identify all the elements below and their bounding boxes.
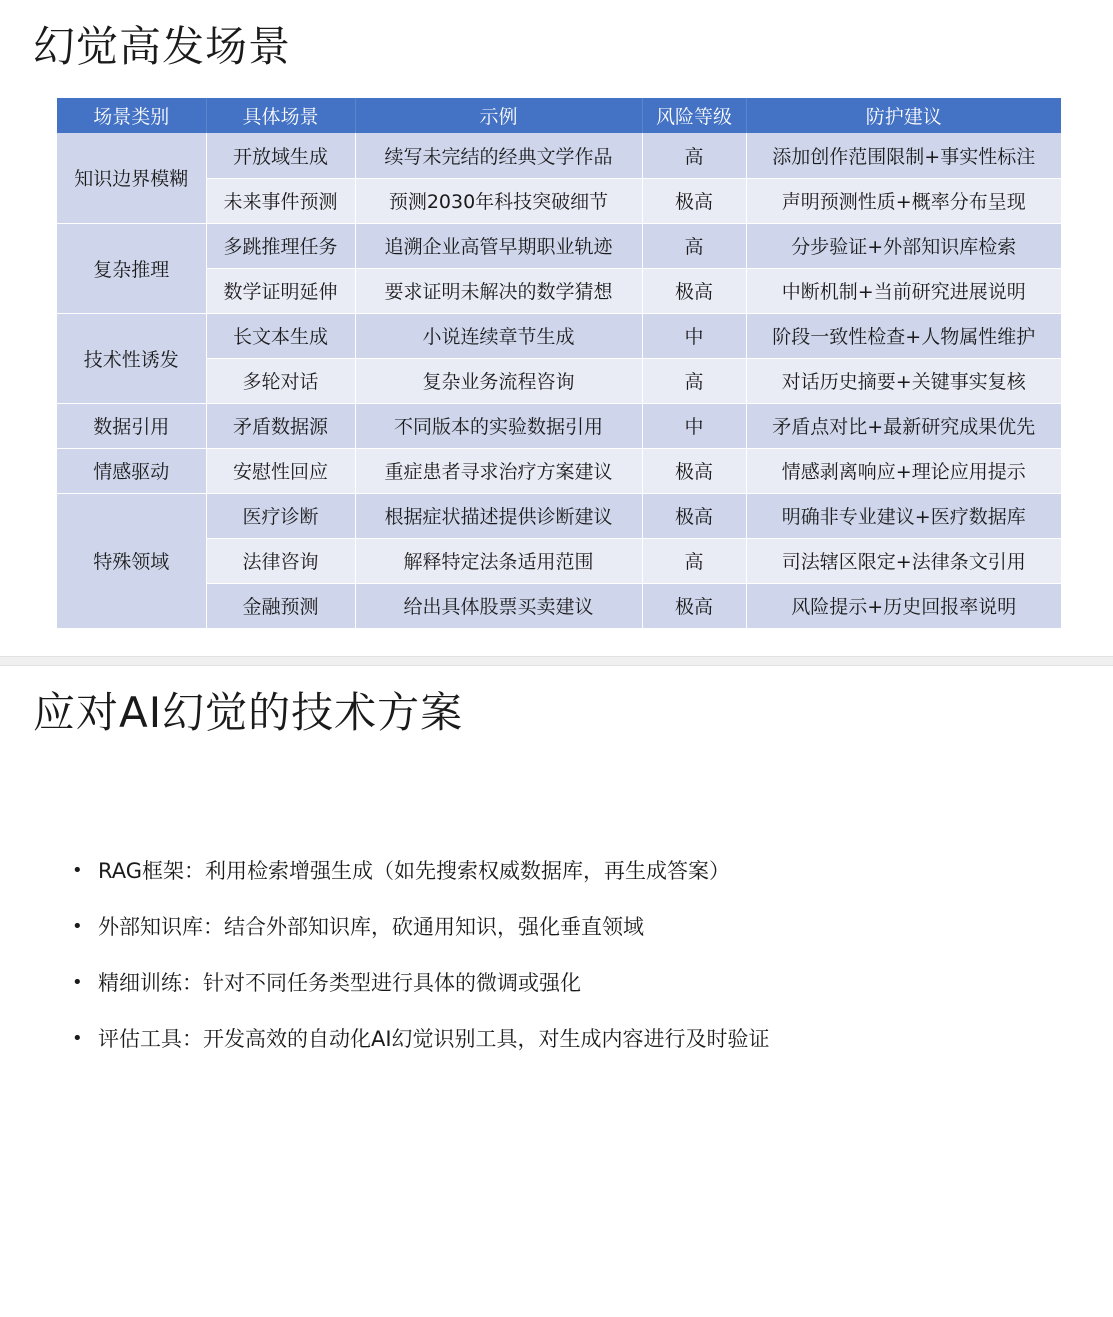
- risk-cell: 中: [642, 403, 746, 448]
- protection-cell: 明确非专业建议+医疗数据库: [746, 493, 1061, 538]
- category-cell: 特殊领域: [57, 493, 206, 628]
- risk-cell: 极高: [642, 178, 746, 223]
- example-cell: 复杂业务流程咨询: [355, 358, 642, 403]
- list-item: [72, 1027, 770, 1083]
- risk-cell: 高: [642, 223, 746, 268]
- slide-technical-solutions: [0, 666, 1113, 1317]
- category-cell: 知识边界模糊: [57, 133, 206, 223]
- scenario-cell: 金融预测: [206, 583, 355, 628]
- header-risk-level: 风险等级: [642, 98, 746, 133]
- table-row: [57, 313, 1061, 358]
- table-row: [57, 448, 1061, 493]
- example-cell: 解释特定法条适用范围: [355, 538, 642, 583]
- category-cell: 数据引用: [57, 403, 206, 448]
- scenario-cell: 矛盾数据源: [206, 403, 355, 448]
- table-row: [57, 133, 1061, 178]
- risk-cell: 高: [642, 133, 746, 178]
- protection-cell: 情感剥离响应+理论应用提示: [746, 448, 1061, 493]
- protection-cell: 司法辖区限定+法律条文引用: [746, 538, 1061, 583]
- risk-cell: 极高: [642, 448, 746, 493]
- list-item: [72, 915, 770, 971]
- scenario-cell: 多轮对话: [206, 358, 355, 403]
- header-example: 示例: [355, 98, 642, 133]
- table-row: [57, 358, 1061, 403]
- example-cell: 追溯企业高管早期职业轨迹: [355, 223, 642, 268]
- table-row: [57, 493, 1061, 538]
- table-row: [57, 583, 1061, 628]
- slide-divider: [0, 656, 1113, 666]
- bullet-icon: •: [72, 1028, 83, 1049]
- table-row: [57, 178, 1061, 223]
- protection-cell: 中断机制+当前研究进展说明: [746, 268, 1061, 313]
- table-header-row: [57, 98, 1061, 133]
- slide-title: 幻觉高发场景: [33, 22, 292, 71]
- category-cell: 情感驱动: [57, 448, 206, 493]
- scenario-cell: 开放域生成: [206, 133, 355, 178]
- table-row: [57, 268, 1061, 313]
- slide-title: 应对AI幻觉的技术方案: [33, 688, 464, 737]
- list-item: [72, 859, 770, 915]
- scenario-cell: 医疗诊断: [206, 493, 355, 538]
- risk-cell: 中: [642, 313, 746, 358]
- scenario-cell: 安慰性回应: [206, 448, 355, 493]
- table-row: [57, 223, 1061, 268]
- header-scenario: 具体场景: [206, 98, 355, 133]
- example-cell: 要求证明未解决的数学猜想: [355, 268, 642, 313]
- scenario-cell: 多跳推理任务: [206, 223, 355, 268]
- scenario-cell: 数学证明延伸: [206, 268, 355, 313]
- list-item: [72, 971, 770, 1027]
- bullet-text: 评估工具：开发高效的自动化AI幻觉识别工具，对生成内容进行及时验证: [98, 1027, 770, 1051]
- bullet-text: 外部知识库：结合外部知识库，砍通用知识，强化垂直领域: [98, 915, 644, 939]
- bullet-icon: •: [72, 972, 83, 993]
- example-cell: 根据症状描述提供诊断建议: [355, 493, 642, 538]
- example-cell: 重症患者寻求治疗方案建议: [355, 448, 642, 493]
- risk-cell: 高: [642, 538, 746, 583]
- bullet-icon: •: [72, 860, 83, 881]
- bullet-text: RAG框架：利用检索增强生成（如先搜索权威数据库，再生成答案）: [98, 859, 731, 883]
- scenario-cell: 未来事件预测: [206, 178, 355, 223]
- protection-cell: 阶段一致性检查+人物属性维护: [746, 313, 1061, 358]
- protection-cell: 风险提示+历史回报率说明: [746, 583, 1061, 628]
- category-cell: 技术性诱发: [57, 313, 206, 403]
- example-cell: 预测2030年科技突破细节: [355, 178, 642, 223]
- scenario-risk-table: [57, 98, 1061, 629]
- protection-cell: 声明预测性质+概率分布呈现: [746, 178, 1061, 223]
- example-cell: 小说连续章节生成: [355, 313, 642, 358]
- risk-cell: 极高: [642, 583, 746, 628]
- bullet-text: 精细训练：针对不同任务类型进行具体的微调或强化: [98, 971, 581, 995]
- category-cell: 复杂推理: [57, 223, 206, 313]
- example-cell: 给出具体股票买卖建议: [355, 583, 642, 628]
- protection-cell: 矛盾点对比+最新研究成果优先: [746, 403, 1061, 448]
- table-row: [57, 403, 1061, 448]
- risk-cell: 极高: [642, 268, 746, 313]
- scenario-cell: 法律咨询: [206, 538, 355, 583]
- header-protection: 防护建议: [746, 98, 1061, 133]
- example-cell: 不同版本的实验数据引用: [355, 403, 642, 448]
- protection-cell: 分步验证+外部知识库检索: [746, 223, 1061, 268]
- protection-cell: 对话历史摘要+关键事实复核: [746, 358, 1061, 403]
- example-cell: 续写未完结的经典文学作品: [355, 133, 642, 178]
- risk-cell: 极高: [642, 493, 746, 538]
- solution-bullet-list: [72, 859, 770, 1083]
- bullet-icon: •: [72, 916, 83, 937]
- scenario-cell: 长文本生成: [206, 313, 355, 358]
- protection-cell: 添加创作范围限制+事实性标注: [746, 133, 1061, 178]
- risk-cell: 高: [642, 358, 746, 403]
- table-row: [57, 538, 1061, 583]
- header-category: 场景类别: [57, 98, 206, 133]
